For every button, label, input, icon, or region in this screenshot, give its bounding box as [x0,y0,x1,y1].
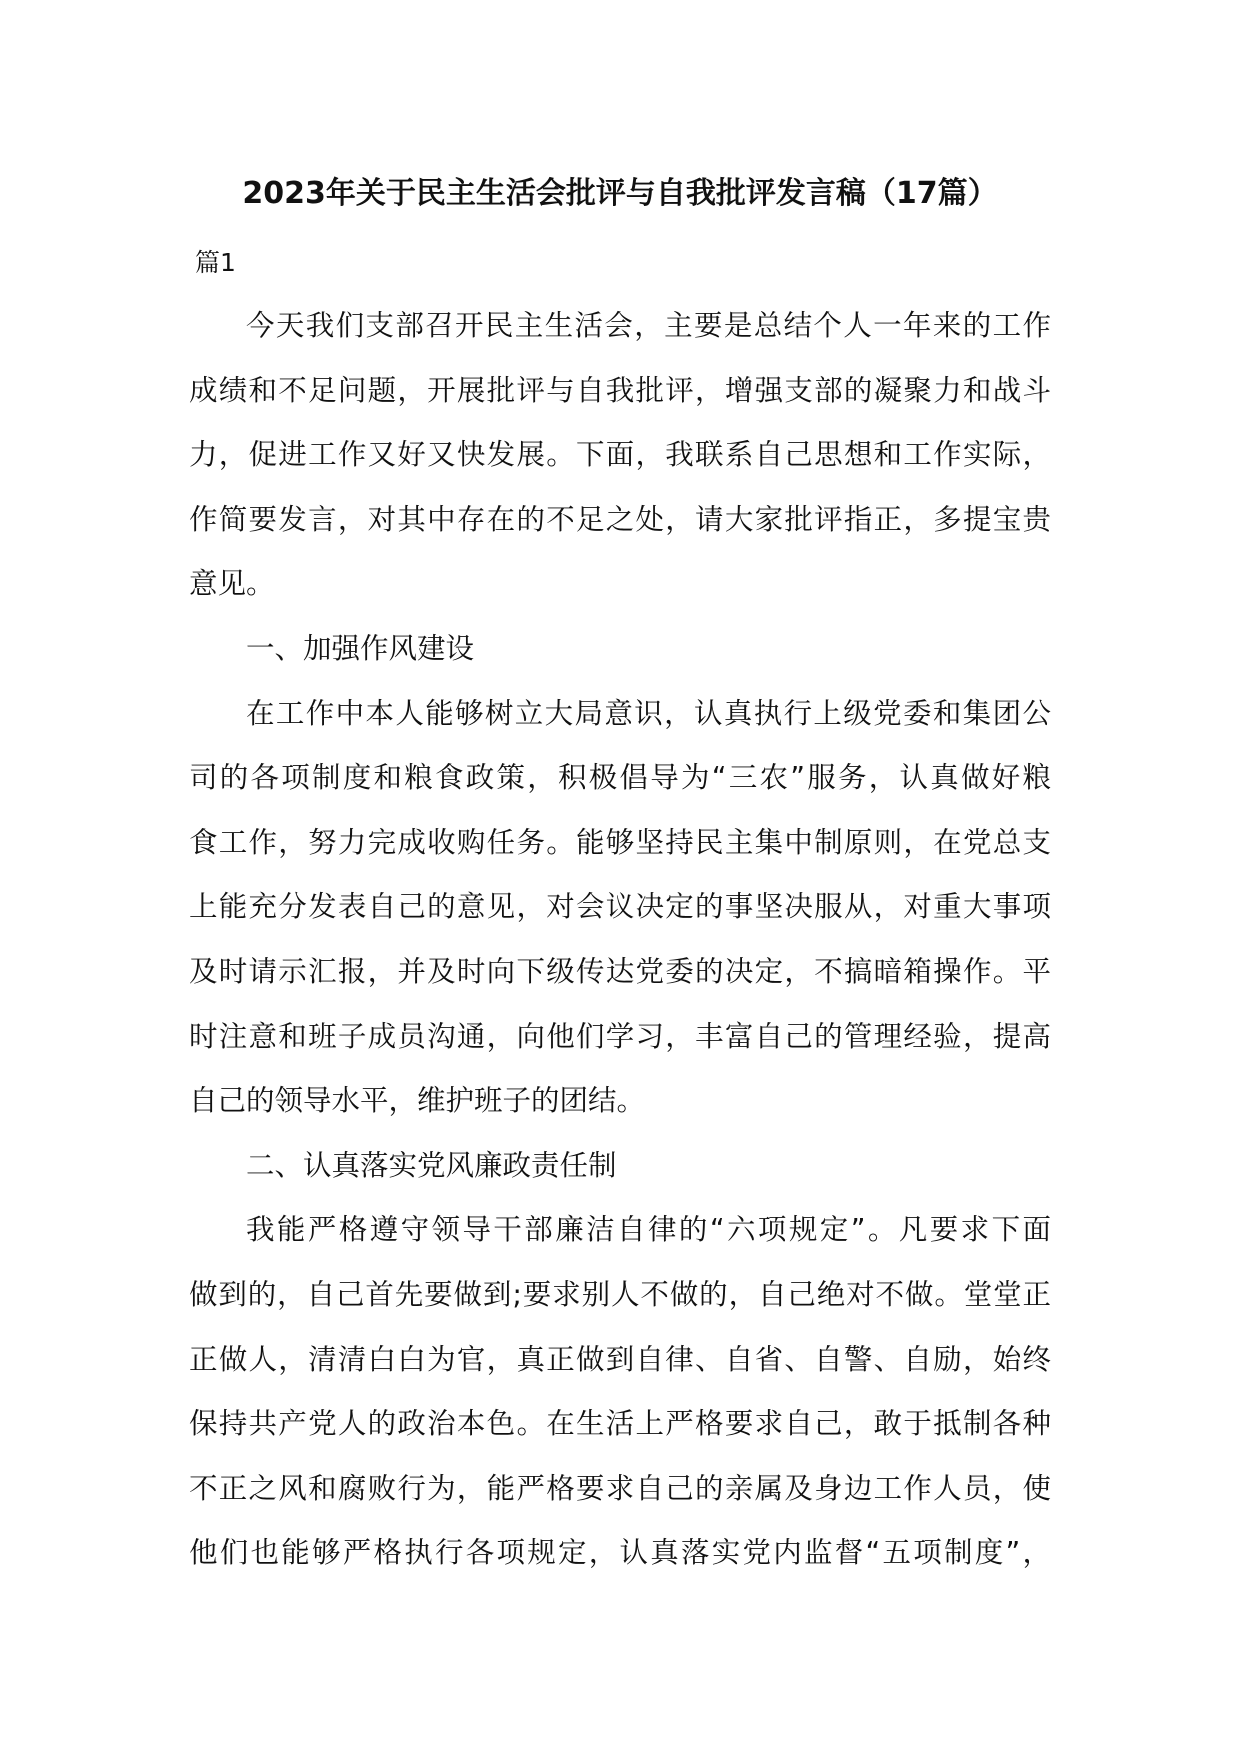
document-body [189,306,1051,1598]
section-heading: 一、加强作风建设 [246,631,475,665]
section-heading: 二、认真落实党风廉政责任制 [246,1148,617,1182]
body-line: 正做人，清清白白为官，真正做到自律、自省、自警、自励，始终 [189,1342,1051,1376]
body-line: 在工作中本人能够树立大局意识，认真执行上级党委和集团公 [246,696,1051,730]
body-line: 司的各项制度和粮食政策，积极倡导为“三农”服务，认真做好粮 [189,761,1051,795]
body-line: 做到的，自己首先要做到;要求别人不做的，自己绝对不做。堂堂正 [189,1277,1051,1311]
body-line: 上能充分发表自己的意见，对会议决定的事坚决服从，对重大事项 [189,890,1051,924]
body-line: 力，促进工作又好又快发展。下面，我联系自己思想和工作实际， [189,438,1051,472]
body-line: 作简要发言，对其中存在的不足之处，请大家批评指正，多提宝贵 [189,502,1051,536]
body-line: 今天我们支部召开民主生活会，主要是总结个人一年来的工作 [246,309,1051,342]
body-line: 食工作，努力完成收购任务。能够坚持民主集中制原则，在党总支 [189,825,1051,859]
body-line: 自己的领导水平，维护班子的团结。 [189,1084,646,1118]
body-line: 他们也能够严格执行各项规定，认真落实党内监督“五项制度”， [189,1536,1051,1570]
body-line: 我能严格遵守领导干部廉洁自律的“六项规定”。凡要求下面 [246,1213,1051,1247]
body-line: 不正之风和腐败行为，能严格要求自己的亲属及身边工作人员，使 [189,1471,1051,1505]
chapter-label: 篇1 [195,248,236,277]
body-line: 意见。 [189,567,275,601]
body-line: 成绩和不足问题，开展批评与自我批评，增强支部的凝聚力和战斗 [189,373,1051,407]
document-title: 2023年关于民主生活会批评与自我批评发言稿（17篇） [242,176,998,211]
body-line: 时注意和班子成员沟通，向他们学习，丰富自己的管理经验，提高 [189,1019,1051,1053]
body-line: 保持共产党人的政治本色。在生活上严格要求自己，敢于抵制各种 [189,1407,1051,1441]
body-line: 及时请示汇报，并及时向下级传达党委的决定，不搞暗箱操作。平 [189,954,1051,988]
